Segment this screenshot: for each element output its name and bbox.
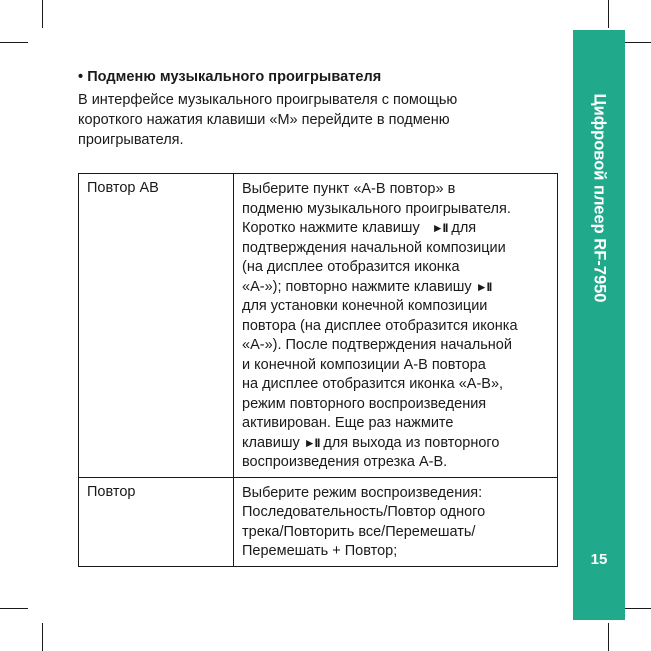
intro-line: В интерфейсе музыкального проигрывателя с помощью xyxy=(78,92,458,108)
desc-line: «A-»). После подтверждения начальной xyxy=(242,337,512,353)
intro-line: проигрывателя. xyxy=(78,132,184,148)
row-description xyxy=(234,477,558,566)
desc-text: клавишу xyxy=(242,434,300,451)
desc-line: подменю музыкального проигрывателя. xyxy=(242,200,511,217)
section-heading: • Подменю музыкального проигрывателя xyxy=(78,69,382,85)
desc-line: воспроизведения отрезка A-B. xyxy=(242,454,448,470)
row-description xyxy=(234,174,558,478)
crop-mark xyxy=(608,623,609,651)
desc-line xyxy=(242,219,551,239)
desc-text: «A-»); повторно нажмите клавишу xyxy=(242,278,472,295)
intro-paragraph xyxy=(78,90,548,150)
crop-mark xyxy=(42,0,43,28)
desc-line: активирован. Еще раз нажмите xyxy=(242,415,454,431)
table-row xyxy=(79,477,558,566)
desc-line: Выберите режим воспроизведения: xyxy=(242,484,483,501)
desc-line: повтора (на дисплее отобразится иконка xyxy=(242,317,518,334)
play-pause-icon: ►II xyxy=(475,279,492,294)
crop-mark xyxy=(623,608,651,609)
row-label: Повтор xyxy=(79,477,234,566)
desc-line: трека/Повторить все/Перемешать/ xyxy=(242,523,476,540)
crop-mark xyxy=(0,608,28,609)
desc-line: (на дисплее отобразится иконка xyxy=(242,259,460,275)
desc-line: и конечной композиции A-B повтора xyxy=(242,356,486,373)
desc-text: для выхода из повторного xyxy=(323,434,500,451)
desc-line xyxy=(242,278,551,298)
desc-text: для xyxy=(451,220,477,236)
desc-line xyxy=(242,434,551,454)
desc-line: подтверждения начальной композиции xyxy=(242,239,506,256)
settings-table xyxy=(78,173,558,567)
play-pause-icon: ►II xyxy=(303,435,320,450)
page-number: 15 xyxy=(590,551,608,568)
desc-text: Коротко нажмите клавишу xyxy=(242,220,420,236)
crop-mark xyxy=(42,623,43,651)
desc-line: Выберите пункт «A-B повтор» в xyxy=(242,181,456,197)
play-pause-icon: ►II xyxy=(431,221,448,235)
crop-mark xyxy=(608,0,609,28)
desc-line: режим повторного воспроизведения xyxy=(242,395,487,412)
desc-line: на дисплее отобразится иконка «A-B», xyxy=(242,376,504,392)
intro-line: короткого нажатия клавиши «М» перейдите в подменю xyxy=(78,112,450,128)
crop-mark xyxy=(623,42,651,43)
product-title: Цифровой плеер RF-7950 xyxy=(590,93,609,303)
row-label: Повтор AB xyxy=(79,174,234,478)
table-row xyxy=(79,174,558,478)
crop-mark xyxy=(0,42,28,43)
desc-line: для установки конечной композиции xyxy=(242,298,488,314)
desc-line: Последовательность/Повтор одного xyxy=(242,504,486,520)
desc-line: Перемешать + Повтор; xyxy=(242,543,398,559)
